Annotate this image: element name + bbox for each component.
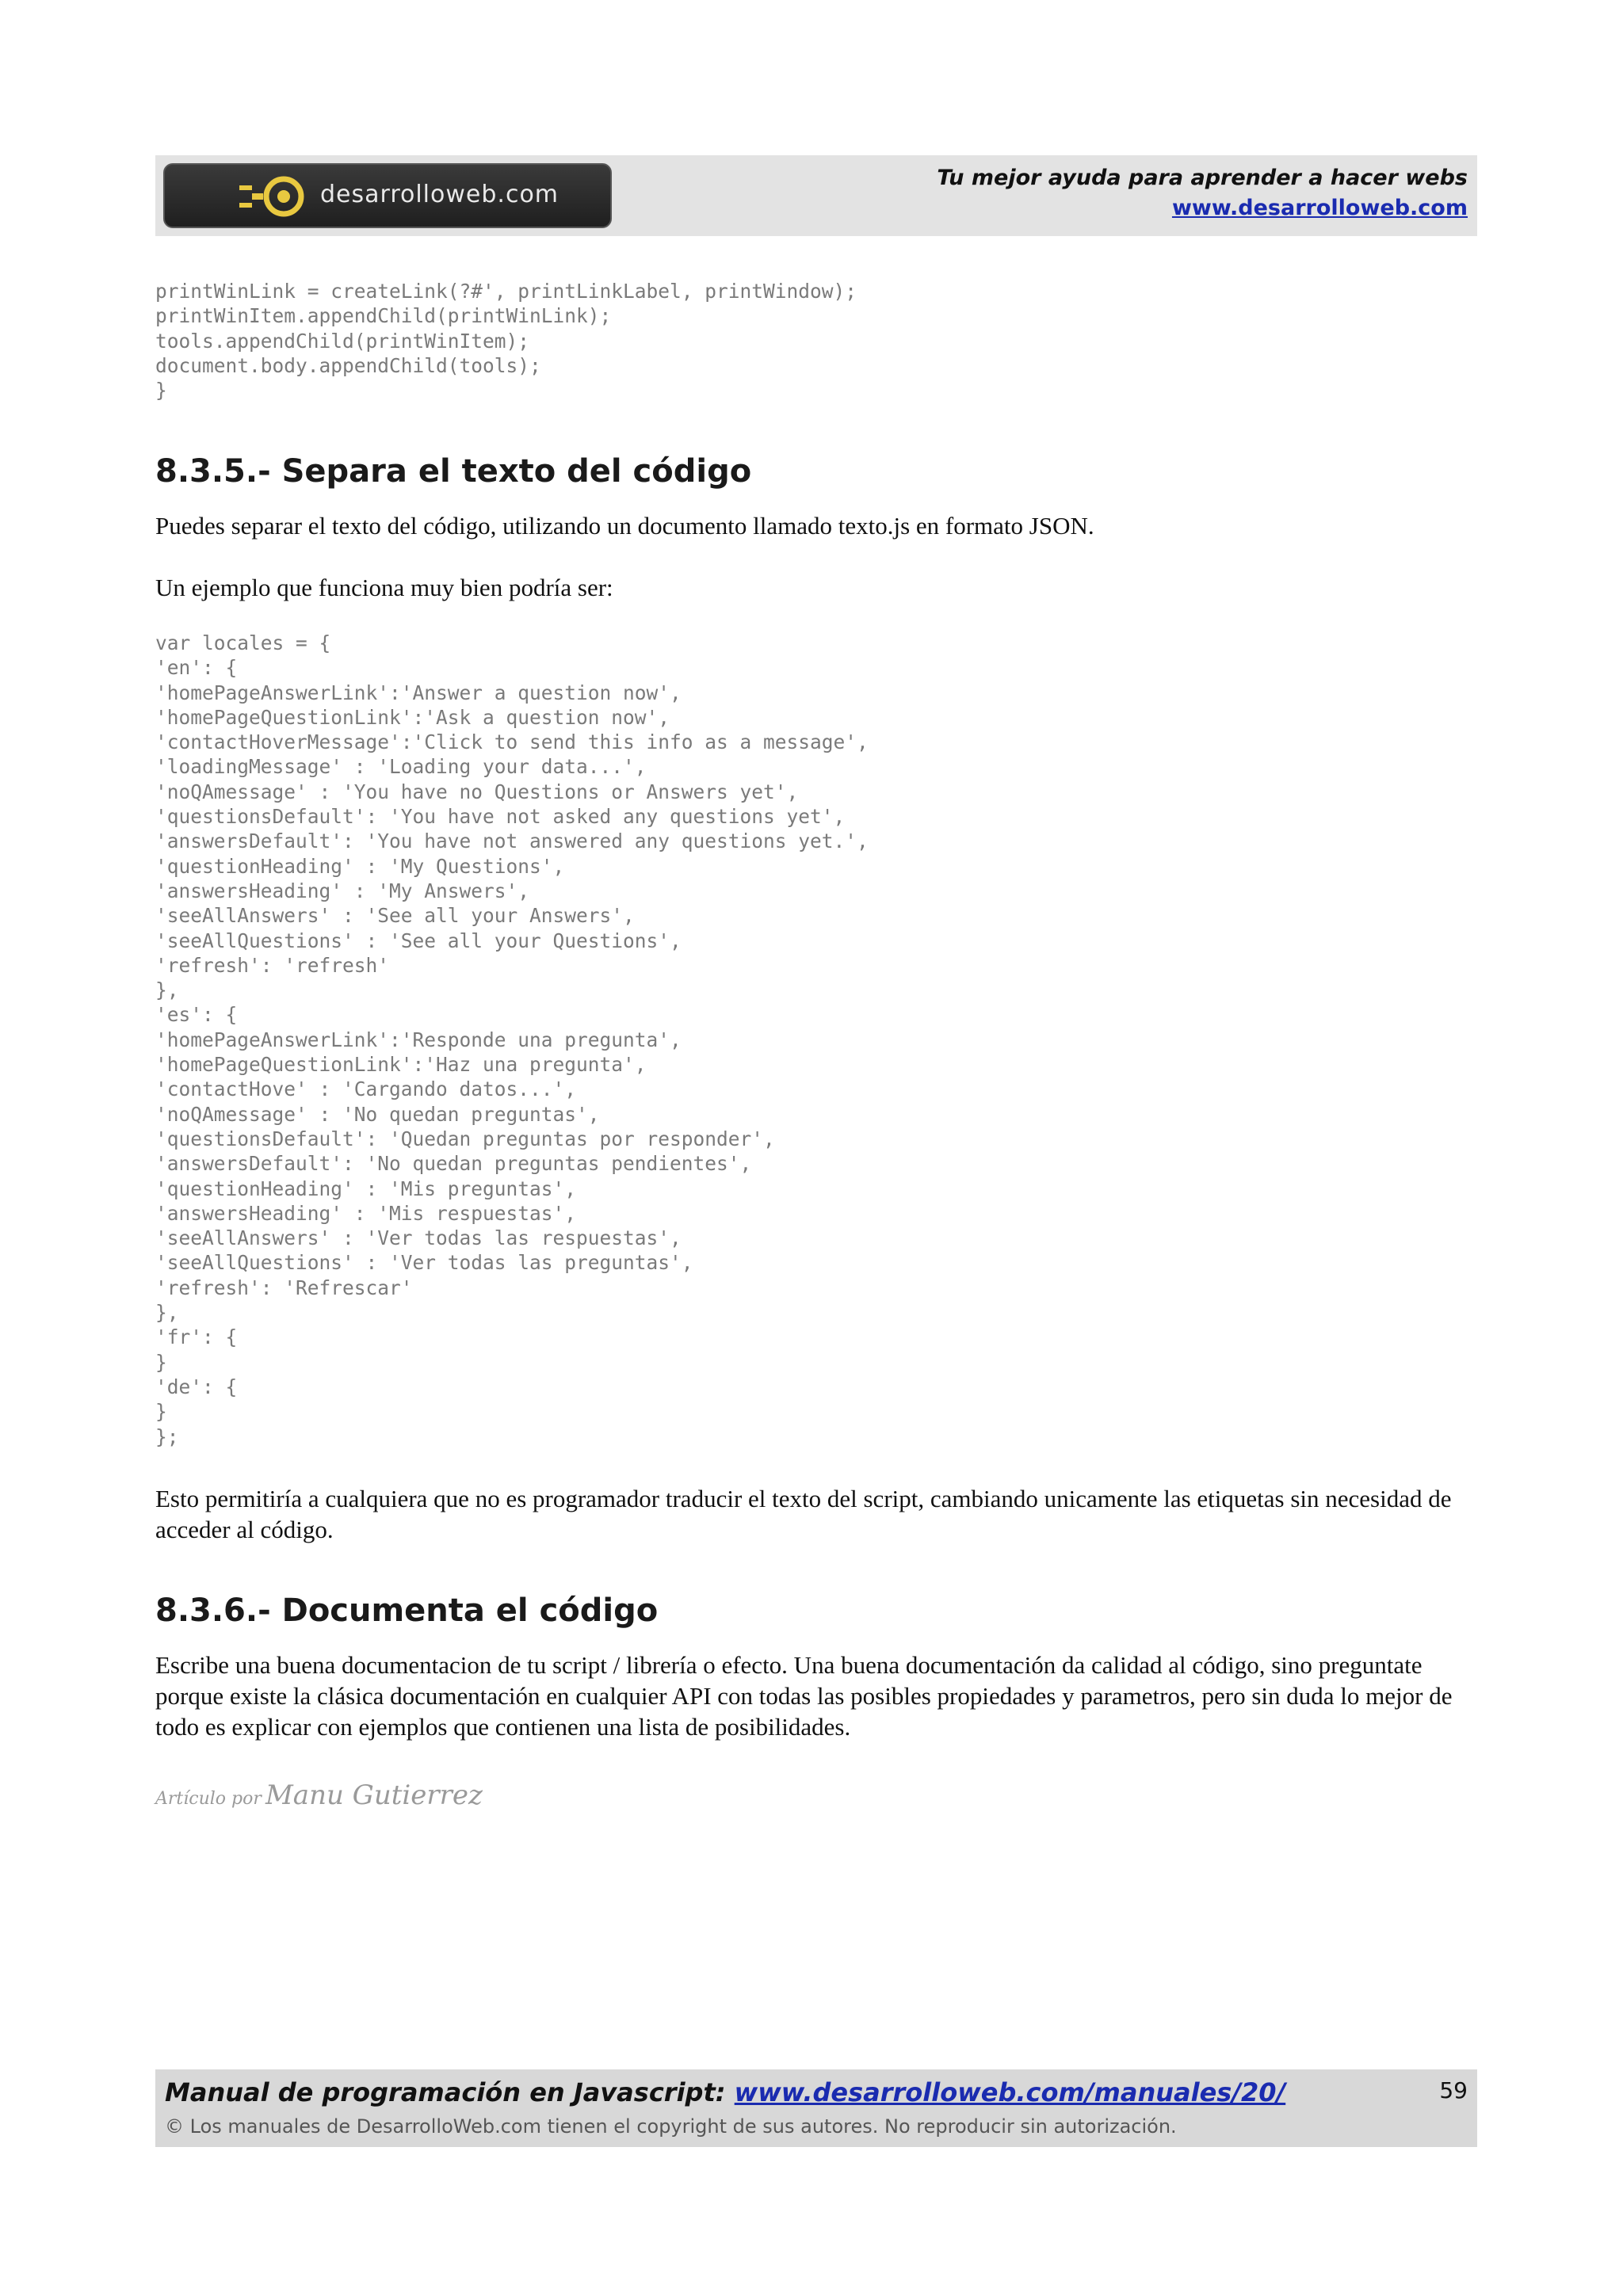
code-line: printWinItem.appendChild(printWinLink); — [155, 304, 612, 328]
page-header — [155, 155, 1477, 236]
footer-copyright: © Los manuales de DesarrolloWeb.com tienen el copyright de sus autores. No reproducir sin autorización. — [165, 2115, 1177, 2138]
code-line: 'es': { — [155, 1003, 238, 1027]
header-url-link[interactable]: www.desarrolloweb.com — [1171, 196, 1468, 220]
code-line: 'refresh': 'refresh' — [155, 953, 390, 977]
code-line: 'contactHove' : 'Cargando datos...', — [155, 1077, 577, 1101]
code-line: 'seeAllAnswers' : 'See all your Answers', — [155, 904, 635, 928]
code-line: 'answersHeading' : 'My Answers', — [155, 879, 530, 902]
code-line: 'questionHeading' : 'Mis preguntas', — [155, 1177, 577, 1200]
logo-text: desarrolloweb.com — [320, 181, 559, 208]
section-heading-836: 8.3.6.- Documenta el código — [155, 1592, 659, 1629]
paragraph-json-intro: Puedes separar el texto del código, utilizando un documento llamado texto.js en formato JSON. — [155, 512, 1094, 540]
code-line: 'homePageAnswerLink':'Responde una pregunta', — [155, 1028, 682, 1051]
code-line: } — [155, 1400, 167, 1424]
logo-icon — [238, 176, 317, 217]
footer-title — [165, 2077, 1285, 2107]
code-line: 'seeAllAnswers' : 'Ver todas las respuestas', — [155, 1226, 682, 1250]
byline-author: Manu Gutierrez — [265, 1779, 483, 1811]
code-line: 'contactHoverMessage':'Click to send this info as a message', — [155, 730, 869, 754]
code-line: var locales = { — [155, 631, 331, 654]
paragraph-translation-note: Esto permitiría a cualquiera que no es programador traducir el texto del script, cambiando unicamente las etiquetas sin necesidad de acceder al código. — [155, 1485, 1452, 1543]
code-line: tools.appendChild(printWinItem); — [155, 329, 530, 353]
code-line: 'en': { — [155, 656, 238, 680]
code-line: 'homePageQuestionLink':'Haz una pregunta', — [155, 1053, 647, 1077]
code-line: 'seeAllQuestions' : 'See all your Questions', — [155, 929, 682, 952]
code-line: 'refresh': 'Refrescar' — [155, 1276, 413, 1299]
tagline-text: Tu mejor ayuda para aprender a hacer webs — [937, 166, 1468, 190]
code-line: 'questionHeading' : 'My Questions', — [155, 854, 565, 878]
code-line: 'fr': { — [155, 1325, 238, 1349]
code-line: } — [155, 1350, 167, 1374]
code-line: 'answersHeading' : 'Mis respuestas', — [155, 1201, 577, 1225]
code-line: 'answersDefault': 'You have not answered any questions yet.', — [155, 830, 869, 853]
code-line: }; — [155, 1425, 179, 1448]
article-byline — [155, 1779, 483, 1811]
code-line: document.body.appendChild(tools); — [155, 353, 541, 377]
code-line: 'noQAmessage' : 'You have no Questions or Answers yet', — [155, 780, 799, 803]
code-line: 'de': { — [155, 1375, 238, 1398]
code-line: } — [155, 379, 167, 402]
page-footer — [155, 2069, 1477, 2147]
code-line: 'homePageQuestionLink':'Ask a question now', — [155, 705, 670, 729]
byline-prefix: Artículo por — [155, 1789, 262, 1809]
footer-manual-link[interactable]: www.desarrolloweb.com/manuales/20/ — [734, 2077, 1286, 2107]
code-line: }, — [155, 978, 179, 1002]
code-line: 'questionsDefault': 'Quedan preguntas por responder', — [155, 1127, 775, 1150]
code-line: 'loadingMessage' : 'Loading your data...', — [155, 755, 647, 779]
code-line: }, — [155, 1301, 179, 1325]
code-block-top — [155, 279, 857, 402]
code-line: 'homePageAnswerLink':'Answer a question now', — [155, 681, 682, 704]
code-line: 'questionsDefault': 'You have not asked any questions yet', — [155, 805, 846, 829]
header-tagline — [937, 163, 1468, 223]
section-heading-835: 8.3.5.- Separa el texto del código — [155, 453, 752, 490]
code-line: 'answersDefault': 'No quedan preguntas pendientes', — [155, 1152, 752, 1176]
site-logo[interactable] — [163, 163, 612, 228]
page-number: 59 — [1439, 2077, 1468, 2103]
paragraph-documentation: Escribe una buena documentacion de tu script / librería o efecto. Una buena documentación da calidad al código, sino preguntate porque existe la clásica documentación en cualquier API con todas las posibles propiedades y parametros, pero sin duda lo mejor de todo es explicar con ejemplos que contienen una lista de posibilidades. — [155, 1651, 1453, 1741]
code-line: 'seeAllQuestions' : 'Ver todas las preguntas', — [155, 1251, 693, 1275]
footer-title-text: Manual de programación en Javascript: — [165, 2077, 726, 2107]
code-line: 'noQAmessage' : 'No quedan preguntas', — [155, 1102, 600, 1126]
code-block-locales — [155, 631, 869, 1449]
paragraph-example-intro: Un ejemplo que funciona muy bien podría ser: — [155, 574, 613, 601]
code-line: printWinLink = createLink(?#', printLinkLabel, printWindow); — [155, 280, 857, 303]
